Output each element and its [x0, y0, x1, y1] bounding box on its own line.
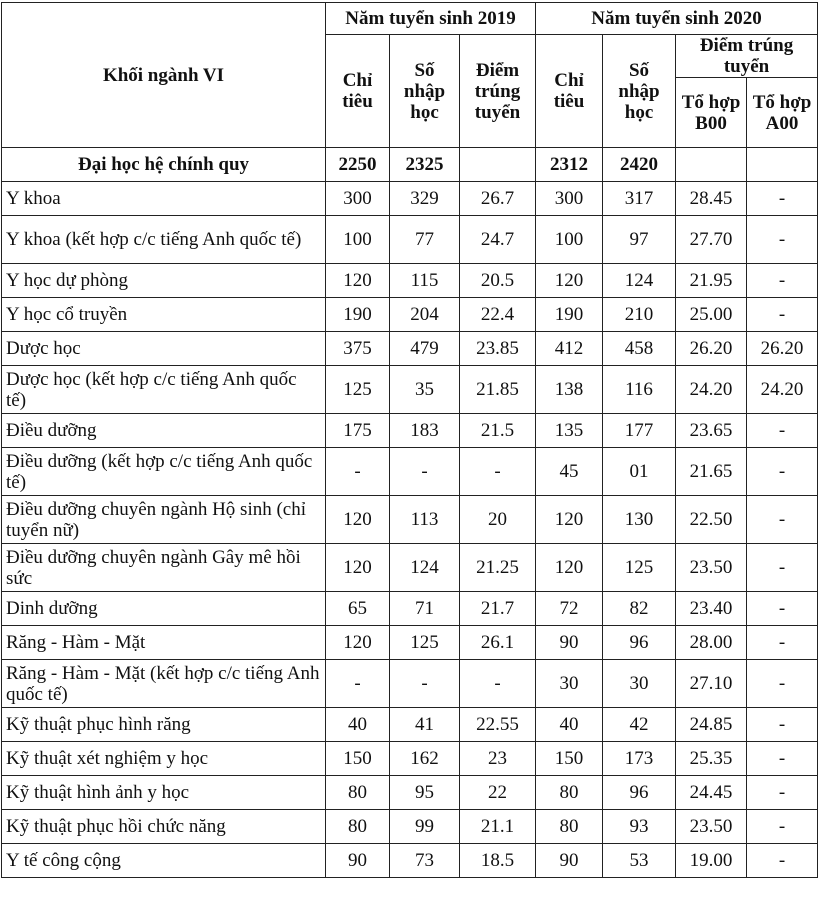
total-snh2019: 2325: [390, 148, 460, 182]
cell-snh2019: 73: [390, 844, 460, 878]
cell-ct2020: 80: [536, 776, 603, 810]
cell-name: Y khoa: [2, 182, 326, 216]
cell-d2019: 23.85: [460, 332, 536, 366]
cell-ct2019: 100: [326, 216, 390, 264]
cell-name: Y tế công cộng: [2, 844, 326, 878]
cell-snh2020: 116: [603, 366, 676, 414]
cell-a00: -: [747, 708, 818, 742]
table-row: [2, 298, 818, 332]
cell-ct2019: 120: [326, 626, 390, 660]
cell-ct2019: 90: [326, 844, 390, 878]
cell-b00: 24.85: [676, 708, 747, 742]
total-row: [2, 148, 818, 182]
cell-ct2019: 120: [326, 496, 390, 544]
cell-ct2019: 175: [326, 414, 390, 448]
total-ct2019: 2250: [326, 148, 390, 182]
cell-name: Y khoa (kết hợp c/c tiếng Anh quốc tế): [2, 216, 326, 264]
total-a00: [747, 148, 818, 182]
cell-a00: 24.20: [747, 366, 818, 414]
cell-d2019: 21.7: [460, 592, 536, 626]
cell-ct2020: 90: [536, 626, 603, 660]
cell-snh2019: 77: [390, 216, 460, 264]
cell-snh2020: 96: [603, 776, 676, 810]
cell-snh2019: 113: [390, 496, 460, 544]
cell-snh2019: 204: [390, 298, 460, 332]
cell-name: Dược học (kết hợp c/c tiếng Anh quốc tế): [2, 366, 326, 414]
table-row: [2, 708, 818, 742]
cell-d2019: 21.25: [460, 544, 536, 592]
cell-d2019: -: [460, 660, 536, 708]
cell-d2019: -: [460, 448, 536, 496]
cell-a00: -: [747, 742, 818, 776]
cell-name: Điều dưỡng: [2, 414, 326, 448]
cell-d2019: 22.55: [460, 708, 536, 742]
cell-ct2020: 120: [536, 544, 603, 592]
cell-ct2020: 412: [536, 332, 603, 366]
cell-ct2020: 100: [536, 216, 603, 264]
cell-b00: 24.45: [676, 776, 747, 810]
cell-name: Kỹ thuật phục hồi chức năng: [2, 810, 326, 844]
cell-ct2020: 190: [536, 298, 603, 332]
cell-snh2020: 177: [603, 414, 676, 448]
cell-snh2020: 458: [603, 332, 676, 366]
table-row: [2, 448, 818, 496]
cell-a00: -: [747, 216, 818, 264]
header-chi-tieu-2019: Chỉ tiêu: [326, 35, 390, 148]
cell-b00: 26.20: [676, 332, 747, 366]
cell-d2019: 21.5: [460, 414, 536, 448]
cell-snh2019: -: [390, 660, 460, 708]
table-row: [2, 742, 818, 776]
cell-name: Răng - Hàm - Mặt (kết hợp c/c tiếng Anh quốc tế): [2, 660, 326, 708]
cell-a00: -: [747, 776, 818, 810]
header-to-hop-a00: Tổ hợp A00: [747, 78, 818, 148]
cell-a00: -: [747, 264, 818, 298]
header-to-hop-b00: Tổ hợp B00: [676, 78, 747, 148]
cell-a00: -: [747, 660, 818, 708]
header-khoi-nganh: Khối ngành VI: [2, 3, 326, 148]
cell-name: Điều dưỡng chuyên ngành Hộ sinh (chỉ tuyển nữ): [2, 496, 326, 544]
table-row: [2, 496, 818, 544]
cell-b00: 27.70: [676, 216, 747, 264]
cell-ct2019: 65: [326, 592, 390, 626]
cell-a00: -: [747, 810, 818, 844]
cell-b00: 28.45: [676, 182, 747, 216]
cell-ct2020: 72: [536, 592, 603, 626]
cell-ct2019: 125: [326, 366, 390, 414]
table-row: [2, 844, 818, 878]
table-row: [2, 182, 818, 216]
cell-ct2019: 80: [326, 776, 390, 810]
table-row: [2, 216, 818, 264]
cell-snh2020: 97: [603, 216, 676, 264]
cell-name: Y học dự phòng: [2, 264, 326, 298]
cell-a00: -: [747, 182, 818, 216]
total-snh2020: 2420: [603, 148, 676, 182]
cell-ct2019: 375: [326, 332, 390, 366]
cell-snh2020: 125: [603, 544, 676, 592]
cell-snh2019: 99: [390, 810, 460, 844]
cell-b00: 27.10: [676, 660, 747, 708]
table-row: [2, 366, 818, 414]
cell-ct2020: 80: [536, 810, 603, 844]
cell-ct2019: 80: [326, 810, 390, 844]
cell-ct2019: 190: [326, 298, 390, 332]
cell-ct2019: 150: [326, 742, 390, 776]
table-body: [2, 148, 818, 878]
cell-snh2020: 124: [603, 264, 676, 298]
cell-b00: 21.65: [676, 448, 747, 496]
cell-b00: 25.35: [676, 742, 747, 776]
cell-snh2020: 82: [603, 592, 676, 626]
cell-ct2019: -: [326, 660, 390, 708]
cell-name: Kỹ thuật xét nghiệm y học: [2, 742, 326, 776]
cell-d2019: 21.1: [460, 810, 536, 844]
cell-snh2019: 35: [390, 366, 460, 414]
cell-snh2019: 124: [390, 544, 460, 592]
cell-d2019: 23: [460, 742, 536, 776]
table-row: [2, 592, 818, 626]
cell-b00: 28.00: [676, 626, 747, 660]
cell-b00: 22.50: [676, 496, 747, 544]
header-chi-tieu-2020: Chỉ tiêu: [536, 35, 603, 148]
cell-snh2020: 210: [603, 298, 676, 332]
total-d2019: [460, 148, 536, 182]
header-year-2019: Năm tuyển sinh 2019: [326, 3, 536, 35]
cell-a00: -: [747, 414, 818, 448]
cell-snh2020: 130: [603, 496, 676, 544]
header-diem-2020: Điểm trúng tuyển: [676, 35, 818, 78]
cell-name: Điều dưỡng chuyên ngành Gây mê hồi sức: [2, 544, 326, 592]
cell-snh2019: 329: [390, 182, 460, 216]
cell-ct2019: 120: [326, 544, 390, 592]
table-row: [2, 660, 818, 708]
header-row-years: [2, 3, 818, 35]
cell-ct2019: 40: [326, 708, 390, 742]
header-so-nhap-hoc-2019: Số nhập học: [390, 35, 460, 148]
cell-snh2019: 115: [390, 264, 460, 298]
header-so-nhap-hoc-2020: Số nhập học: [603, 35, 676, 148]
cell-snh2019: 95: [390, 776, 460, 810]
cell-a00: -: [747, 496, 818, 544]
cell-b00: 19.00: [676, 844, 747, 878]
cell-snh2019: 41: [390, 708, 460, 742]
cell-ct2020: 138: [536, 366, 603, 414]
cell-ct2019: 120: [326, 264, 390, 298]
cell-name: Y học cổ truyền: [2, 298, 326, 332]
cell-ct2019: 300: [326, 182, 390, 216]
cell-snh2019: -: [390, 448, 460, 496]
cell-a00: 26.20: [747, 332, 818, 366]
table-row: [2, 264, 818, 298]
cell-ct2020: 40: [536, 708, 603, 742]
cell-d2019: 20: [460, 496, 536, 544]
total-ct2020: 2312: [536, 148, 603, 182]
cell-a00: -: [747, 544, 818, 592]
table-row: [2, 810, 818, 844]
cell-d2019: 21.85: [460, 366, 536, 414]
cell-b00: 25.00: [676, 298, 747, 332]
cell-ct2020: 120: [536, 264, 603, 298]
cell-name: Dược học: [2, 332, 326, 366]
cell-a00: -: [747, 626, 818, 660]
cell-d2019: 24.7: [460, 216, 536, 264]
cell-name: Dinh dưỡng: [2, 592, 326, 626]
cell-name: Răng - Hàm - Mặt: [2, 626, 326, 660]
cell-b00: 24.20: [676, 366, 747, 414]
table-row: [2, 414, 818, 448]
admissions-table: [1, 2, 818, 878]
cell-b00: 23.50: [676, 544, 747, 592]
cell-snh2019: 479: [390, 332, 460, 366]
cell-snh2020: 96: [603, 626, 676, 660]
table-row: [2, 626, 818, 660]
cell-a00: -: [747, 592, 818, 626]
cell-d2019: 22: [460, 776, 536, 810]
cell-snh2019: 71: [390, 592, 460, 626]
cell-snh2020: 317: [603, 182, 676, 216]
cell-d2019: 20.5: [460, 264, 536, 298]
cell-ct2020: 135: [536, 414, 603, 448]
header-year-2020: Năm tuyển sinh 2020: [536, 3, 818, 35]
cell-ct2020: 45: [536, 448, 603, 496]
cell-ct2020: 300: [536, 182, 603, 216]
cell-snh2020: 53: [603, 844, 676, 878]
cell-ct2020: 120: [536, 496, 603, 544]
cell-snh2019: 162: [390, 742, 460, 776]
cell-ct2020: 150: [536, 742, 603, 776]
table-row: [2, 332, 818, 366]
cell-snh2020: 30: [603, 660, 676, 708]
cell-d2019: 26.7: [460, 182, 536, 216]
cell-b00: 23.65: [676, 414, 747, 448]
table-row: [2, 544, 818, 592]
cell-snh2019: 125: [390, 626, 460, 660]
cell-snh2020: 173: [603, 742, 676, 776]
cell-snh2020: 01: [603, 448, 676, 496]
cell-name: Điều dưỡng (kết hợp c/c tiếng Anh quốc tế): [2, 448, 326, 496]
cell-b00: 21.95: [676, 264, 747, 298]
cell-d2019: 18.5: [460, 844, 536, 878]
cell-snh2019: 183: [390, 414, 460, 448]
cell-snh2020: 42: [603, 708, 676, 742]
cell-snh2020: 93: [603, 810, 676, 844]
cell-d2019: 22.4: [460, 298, 536, 332]
cell-a00: -: [747, 298, 818, 332]
total-name: Đại học hệ chính quy: [2, 148, 326, 182]
total-b00: [676, 148, 747, 182]
table-row: [2, 776, 818, 810]
cell-ct2019: -: [326, 448, 390, 496]
cell-ct2020: 30: [536, 660, 603, 708]
cell-b00: 23.40: [676, 592, 747, 626]
cell-d2019: 26.1: [460, 626, 536, 660]
cell-a00: -: [747, 844, 818, 878]
cell-name: Kỹ thuật hình ảnh y học: [2, 776, 326, 810]
cell-a00: -: [747, 448, 818, 496]
cell-b00: 23.50: [676, 810, 747, 844]
cell-ct2020: 90: [536, 844, 603, 878]
cell-name: Kỹ thuật phục hình răng: [2, 708, 326, 742]
header-diem-2019: Điểm trúng tuyển: [460, 35, 536, 148]
